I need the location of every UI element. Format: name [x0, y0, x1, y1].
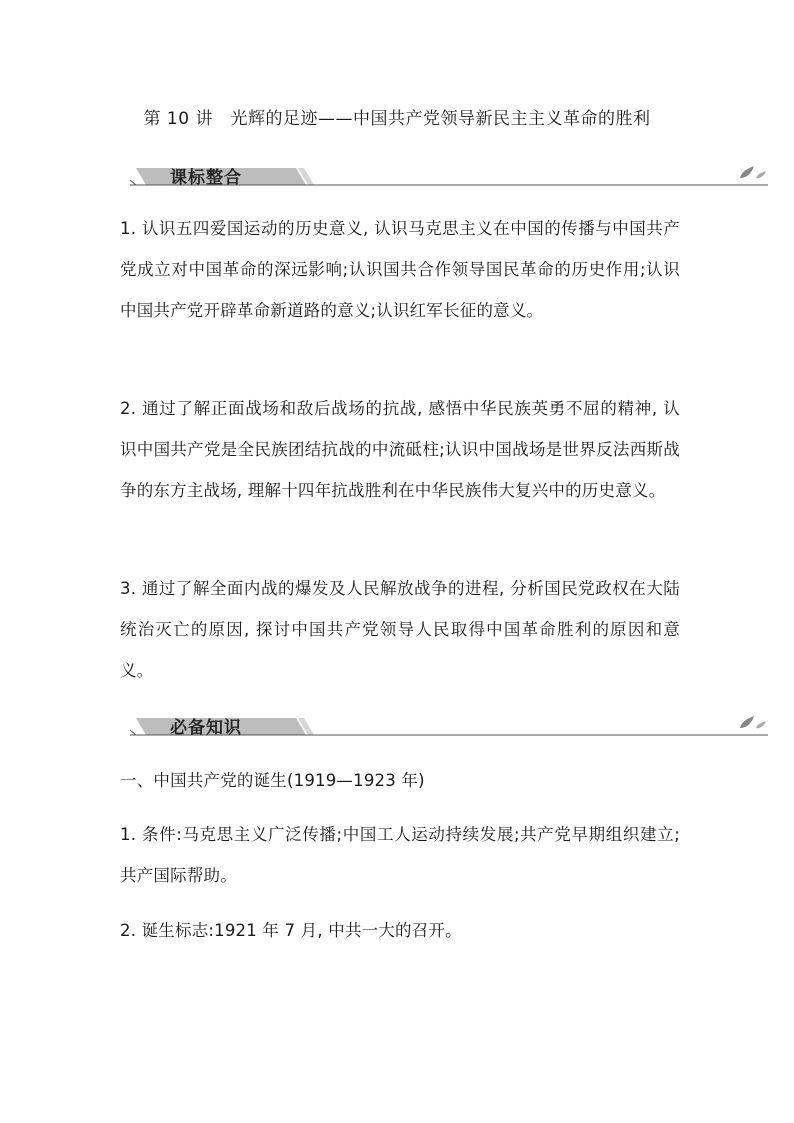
list-item: 1. 认识五四爱国运动的历史意义, 认识马克思主义在中国的传播与中国共产党成立对中国革命的深远影响;认识国共合作领导国民革命的历史作用;认识中国共产党开辟革命新道路的意义;认识红军长征的意义。	[120, 219, 680, 320]
list-item: 2. 通过了解正面战场和敌后战场的抗战, 感悟中华民族英勇不屈的精神, 认识中国共产党是全民族团结抗战的中流砥柱;认识中国战场是世界反法西斯战争的东方主战场, 理解十四年抗战胜利在中华民族伟大复兴中的历史意义。	[120, 399, 680, 500]
section-heading: 必备知识	[170, 718, 242, 738]
subsection-heading: 一、中国共产党的诞生(1919—1923 年)	[120, 771, 425, 790]
page-title: 第 10 讲 光辉的足迹——中国共产党领导新民主主义革命的胜利	[143, 109, 651, 129]
list-item: 3. 通过了解全面内战的爆发及人民解放战争的进程, 分析国民党政权在大陆统治灭亡的原因, 探讨中国共产党领导人民取得中国革命胜利的原因和意义。	[120, 579, 680, 680]
list-item: 1. 条件:马克思主义广泛传播;中国工人运动持续发展;共产党早期组织建立;共产国际帮助。	[120, 825, 680, 885]
section-banner-kebiao	[128, 158, 772, 192]
leaf-icon	[740, 166, 766, 178]
leaf-icon	[740, 716, 766, 728]
list-item: 2. 诞生标志:1921 年 7 月, 中共一大的召开。	[120, 921, 462, 940]
section-heading: 课标整合	[170, 168, 242, 188]
section-banner-bibei	[128, 708, 772, 742]
